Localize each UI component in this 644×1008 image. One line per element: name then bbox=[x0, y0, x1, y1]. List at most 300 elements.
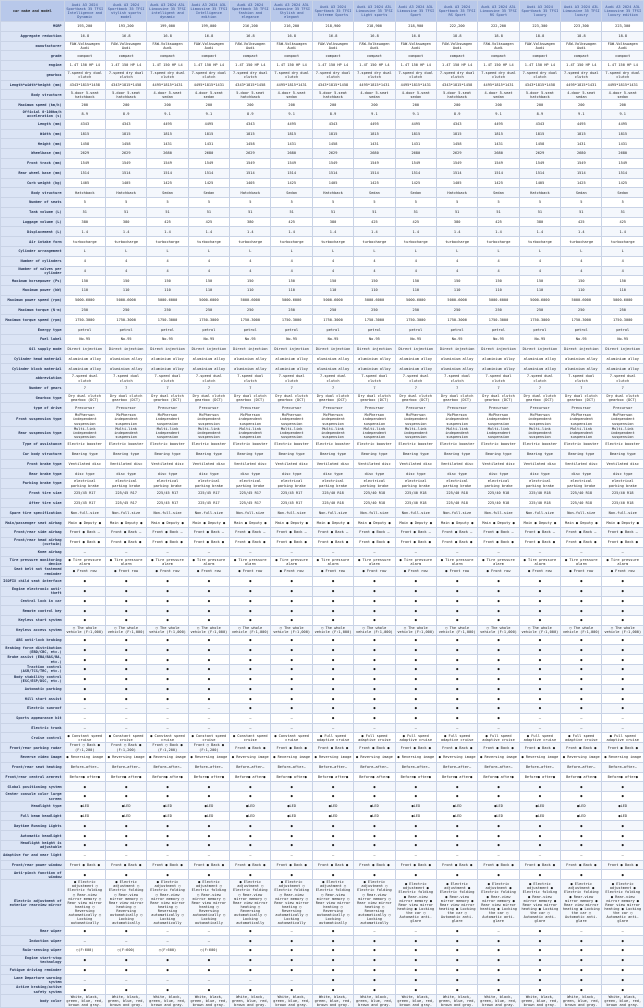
corner-label: car make and model bbox=[1, 1, 65, 22]
spec-value: ● bbox=[519, 586, 560, 596]
spec-value: 1425 bbox=[354, 178, 395, 188]
spec-value: — bbox=[271, 975, 312, 985]
spec-value: 5 bbox=[64, 198, 105, 208]
spec-value: petrol bbox=[602, 325, 644, 335]
spec-value: 1458 bbox=[105, 139, 146, 149]
spec-value: ● bbox=[312, 586, 353, 596]
spec-value: 51 bbox=[271, 207, 312, 217]
spec-value: 7-speed dual clutch bbox=[395, 374, 436, 384]
spec-value: ● bbox=[147, 645, 188, 655]
spec-value: aluminium alloy bbox=[561, 354, 602, 364]
spec-label: Tank volume (L) bbox=[1, 207, 65, 217]
spec-label: ISOFIX child seat interface bbox=[1, 576, 65, 586]
spec-value: Bearing type bbox=[230, 449, 271, 459]
spec-row bbox=[1, 831, 644, 841]
spec-value: ● bbox=[64, 684, 105, 694]
spec-value: — bbox=[602, 723, 644, 733]
spec-value: disc type bbox=[602, 469, 644, 479]
spec-label: Maximum torque speed (rpm) bbox=[1, 315, 65, 325]
spec-value: — bbox=[147, 723, 188, 733]
spec-value: — bbox=[478, 850, 519, 860]
model-header: Audi A3 2024 A3L Limousine 35 TFSI Sport bbox=[395, 1, 436, 22]
spec-value: ● bbox=[271, 936, 312, 946]
spec-value: ● Reversing image bbox=[436, 753, 477, 763]
spec-value: 4 bbox=[602, 256, 644, 266]
spec-value: Hatchback bbox=[105, 188, 146, 198]
spec-row bbox=[1, 41, 644, 51]
spec-value: ●LED bbox=[519, 801, 560, 811]
spec-value: ●LED bbox=[271, 811, 312, 821]
spec-value: — bbox=[188, 723, 229, 733]
spec-value: ● bbox=[230, 792, 271, 802]
spec-value: ● bbox=[436, 936, 477, 946]
spec-value: 200 bbox=[271, 100, 312, 110]
spec-value: Before● after● bbox=[147, 772, 188, 782]
spec-value: 1750-3000 bbox=[478, 315, 519, 325]
spec-value: — bbox=[64, 723, 105, 733]
spec-value: ● bbox=[230, 645, 271, 655]
spec-value: 1.4T 150 HP L4 bbox=[519, 61, 560, 71]
spec-label: Daytime Running Lights bbox=[1, 821, 65, 831]
spec-row bbox=[1, 488, 644, 498]
spec-value: 4 bbox=[312, 256, 353, 266]
spec-value: — bbox=[354, 547, 395, 557]
spec-value: ○(F:600) bbox=[64, 946, 105, 956]
spec-value: 225/45 R17 bbox=[64, 498, 105, 508]
spec-value: 1.4 bbox=[478, 227, 519, 237]
spec-value: 1750-3000 bbox=[395, 315, 436, 325]
spec-value: ● bbox=[312, 985, 353, 995]
spec-value: ● Front row bbox=[312, 567, 353, 577]
spec-value: Front ● Back ● bbox=[561, 860, 602, 870]
spec-row bbox=[1, 586, 644, 596]
spec-label: After tire size bbox=[1, 498, 65, 508]
spec-value: electrical parking brake bbox=[188, 479, 229, 489]
spec-value: ● bbox=[602, 946, 644, 956]
spec-value: 1431 bbox=[147, 139, 188, 149]
spec-label: Number of valves per cylinder bbox=[1, 266, 65, 276]
spec-value: 150 bbox=[602, 276, 644, 286]
spec-value: ● bbox=[395, 792, 436, 802]
spec-value: No.95 bbox=[147, 335, 188, 345]
spec-row bbox=[1, 694, 644, 704]
spec-value: Non-full-size bbox=[395, 508, 436, 518]
spec-value: ● bbox=[188, 635, 229, 645]
spec-row bbox=[1, 753, 644, 763]
spec-value: Front ● Back — bbox=[436, 528, 477, 538]
spec-value: No.95 bbox=[64, 335, 105, 345]
spec-value: 200 bbox=[105, 100, 146, 110]
spec-value: ● bbox=[312, 821, 353, 831]
spec-value: 250 bbox=[312, 305, 353, 315]
spec-value: turbocharge bbox=[602, 237, 644, 247]
spec-value: Sedan bbox=[354, 188, 395, 198]
spec-label: Body stability control (ESC/ESP/DSC, etc.) bbox=[1, 674, 65, 684]
spec-label: Front/rear parking radar bbox=[1, 743, 65, 753]
spec-value: 7 bbox=[105, 383, 146, 393]
spec-value: ● bbox=[271, 704, 312, 714]
spec-value: Main ● Deputy ● bbox=[354, 518, 395, 528]
spec-row bbox=[1, 782, 644, 792]
spec-value: 225/45 R17 bbox=[105, 498, 146, 508]
spec-value: White, black, green, blue, red, brown and gray. bbox=[271, 995, 312, 1008]
spec-value: 2680 bbox=[561, 149, 602, 159]
spec-value: Front ○ Back ● (F:1,200) bbox=[105, 743, 146, 753]
spec-value: 2629 bbox=[105, 149, 146, 159]
spec-value: 5 bbox=[147, 198, 188, 208]
spec-value: ● bbox=[602, 792, 644, 802]
spec-value: compact bbox=[561, 51, 602, 61]
spec-value: ● bbox=[271, 985, 312, 995]
spec-value: — bbox=[64, 704, 105, 714]
spec-value: 199,000 bbox=[188, 22, 229, 32]
spec-value: ●LED bbox=[354, 811, 395, 821]
spec-value: ● bbox=[105, 694, 146, 704]
spec-row bbox=[1, 413, 644, 426]
spec-value: 4495 bbox=[602, 119, 644, 129]
spec-value: — bbox=[436, 850, 477, 860]
spec-value: ● bbox=[354, 792, 395, 802]
spec-value: ○ The whole vehicle (F:1,000) bbox=[271, 625, 312, 635]
spec-value: Before—after— bbox=[147, 762, 188, 772]
spec-row bbox=[1, 655, 644, 665]
spec-value: 9.1 bbox=[561, 110, 602, 120]
spec-value: ● bbox=[354, 831, 395, 841]
spec-value: ● bbox=[188, 841, 229, 851]
spec-value: disc type bbox=[354, 469, 395, 479]
spec-value: 425 bbox=[478, 217, 519, 227]
spec-value: 200 bbox=[602, 100, 644, 110]
spec-value: ○ The whole vehicle (F:1,000) bbox=[602, 625, 644, 635]
spec-value: 1750-3000 bbox=[436, 315, 477, 325]
spec-value: ● bbox=[147, 576, 188, 586]
spec-value: ● bbox=[602, 821, 644, 831]
spec-value: Dry dual clutch gearbox (DCT) bbox=[354, 393, 395, 403]
spec-value: ● bbox=[519, 655, 560, 665]
spec-value: Before—after— bbox=[312, 762, 353, 772]
spec-value: 150 bbox=[395, 276, 436, 286]
spec-value: ● bbox=[561, 821, 602, 831]
spec-row bbox=[1, 100, 644, 110]
spec-row bbox=[1, 955, 644, 965]
spec-value: ● bbox=[436, 985, 477, 995]
spec-value: 1458 bbox=[436, 139, 477, 149]
spec-value: 1.4 bbox=[395, 227, 436, 237]
spec-value: ● bbox=[64, 606, 105, 616]
spec-row bbox=[1, 704, 644, 714]
spec-value: petrol bbox=[188, 325, 229, 335]
spec-value: Main ● Deputy ● bbox=[561, 518, 602, 528]
spec-value: 5000-6000 bbox=[354, 295, 395, 305]
spec-value: ● bbox=[230, 704, 271, 714]
spec-value: ●LED bbox=[105, 801, 146, 811]
spec-value: ● bbox=[602, 586, 644, 596]
spec-value: ● bbox=[230, 841, 271, 851]
spec-value: 225/40 R18 bbox=[354, 498, 395, 508]
spec-value: ● bbox=[436, 694, 477, 704]
spec-value: 7-speed dual clutch bbox=[354, 374, 395, 384]
spec-value: ● bbox=[602, 694, 644, 704]
spec-value: ●LED bbox=[519, 811, 560, 821]
spec-value: 1815 bbox=[64, 129, 105, 139]
spec-value: Front ● Back ● bbox=[436, 860, 477, 870]
spec-value: 1405 bbox=[519, 178, 560, 188]
spec-value: ● Front row bbox=[147, 567, 188, 577]
spec-row bbox=[1, 90, 644, 100]
spec-label: Electric trunk bbox=[1, 723, 65, 733]
spec-value: 1.4T 150 HP L4 bbox=[271, 61, 312, 71]
spec-value: electrical parking brake bbox=[64, 479, 105, 489]
spec-value: White, black, green, blue, red, brown and gray. bbox=[147, 995, 188, 1008]
spec-value: ● bbox=[602, 704, 644, 714]
spec-value: 18.8 bbox=[519, 31, 560, 41]
spec-value: Sedan bbox=[188, 188, 229, 198]
spec-value: ● bbox=[230, 596, 271, 606]
spec-value: 51 bbox=[602, 207, 644, 217]
spec-value: 2629 bbox=[519, 149, 560, 159]
spec-value: ● Front row bbox=[519, 567, 560, 577]
spec-value: 4 bbox=[519, 256, 560, 266]
spec-value: 5000-6000 bbox=[395, 295, 436, 305]
spec-row bbox=[1, 557, 644, 567]
spec-value: 223,300 bbox=[519, 22, 560, 32]
spec-value: 2680 bbox=[271, 149, 312, 159]
spec-value: ●LED bbox=[64, 811, 105, 821]
spec-value: ● Electric adjustment ● Electric folding ● Rear-view mirror memory ● Rear view mirror heating ● Locking the car ○ Automatic anti-glare bbox=[602, 880, 644, 926]
spec-value: ● bbox=[561, 955, 602, 965]
spec-value: 1.4T 150 HP L4 bbox=[561, 61, 602, 71]
spec-value: ● bbox=[436, 645, 477, 655]
spec-value: Front ● Back ● bbox=[64, 860, 105, 870]
spec-label: Sports appearance kit bbox=[1, 713, 65, 723]
spec-value: FAW-Volkswagen Audi bbox=[105, 41, 146, 51]
spec-value: Before● after● bbox=[230, 772, 271, 782]
spec-value: aluminium alloy bbox=[188, 364, 229, 374]
spec-value: ● bbox=[230, 635, 271, 645]
spec-value: ● bbox=[271, 782, 312, 792]
spec-value: 1549 bbox=[395, 158, 436, 168]
spec-value: 7-speed dry dual clutch bbox=[436, 70, 477, 80]
spec-value: Front ● Back ● bbox=[271, 860, 312, 870]
spec-row bbox=[1, 295, 644, 305]
spec-value: Before—after— bbox=[271, 762, 312, 772]
spec-value: Ventilated disc bbox=[561, 459, 602, 469]
spec-value: 7-speed dual clutch bbox=[230, 374, 271, 384]
spec-row bbox=[1, 567, 644, 577]
spec-value: 200 bbox=[312, 100, 353, 110]
spec-value: Ventilated disc bbox=[105, 459, 146, 469]
spec-value: 250 bbox=[436, 305, 477, 315]
spec-value: 1815 bbox=[271, 129, 312, 139]
spec-label: type of drive bbox=[1, 403, 65, 413]
model-header: Audi A3 2024 Sportback 35 TFSI stylish sports model bbox=[105, 1, 146, 22]
spec-value: McPherson independent suspension bbox=[312, 413, 353, 426]
spec-value: 4 bbox=[561, 266, 602, 276]
spec-value: 110 bbox=[105, 286, 146, 296]
spec-value: ● bbox=[354, 616, 395, 626]
spec-value: Front ● Back ● bbox=[519, 743, 560, 753]
spec-value: 1.4T 150 HP L4 bbox=[147, 61, 188, 71]
spec-value: Front ● Back — bbox=[602, 528, 644, 538]
spec-value: Before● after● bbox=[395, 772, 436, 782]
spec-value: 51 bbox=[478, 207, 519, 217]
spec-value: ● Reversing image bbox=[105, 753, 146, 763]
spec-value: 150 bbox=[354, 276, 395, 286]
spec-value: 7-speed dry dual clutch bbox=[478, 70, 519, 80]
spec-value: 1.4 bbox=[64, 227, 105, 237]
spec-value: 110 bbox=[271, 286, 312, 296]
spec-value: 7-speed dual clutch bbox=[271, 374, 312, 384]
spec-value: electrical parking brake bbox=[312, 479, 353, 489]
spec-value: 225/45 R17 bbox=[271, 498, 312, 508]
spec-value: Precursor bbox=[395, 403, 436, 413]
spec-value: Front ● Back — bbox=[147, 528, 188, 538]
spec-value: ● Front row bbox=[395, 567, 436, 577]
spec-value: ● bbox=[271, 576, 312, 586]
spec-value: ● bbox=[354, 596, 395, 606]
spec-value: 218,900 bbox=[312, 22, 353, 32]
spec-value: ● bbox=[188, 684, 229, 694]
spec-value: ● bbox=[188, 674, 229, 684]
spec-value: 1549 bbox=[561, 158, 602, 168]
spec-value: 250 bbox=[105, 305, 146, 315]
spec-value: ● bbox=[561, 985, 602, 995]
spec-value: FAW-Volkswagen Audi bbox=[230, 41, 271, 51]
spec-value: 4 bbox=[147, 266, 188, 276]
spec-value: Multi-link independent suspension bbox=[354, 426, 395, 439]
spec-value: White, black, green, blue, red, brown and gray. bbox=[354, 995, 395, 1008]
spec-label: Air intake form bbox=[1, 237, 65, 247]
spec-value: ● bbox=[519, 926, 560, 936]
spec-value: ● bbox=[602, 955, 644, 965]
spec-value: 1750-3000 bbox=[271, 315, 312, 325]
spec-value: ● bbox=[147, 792, 188, 802]
spec-value: 51 bbox=[147, 207, 188, 217]
spec-value: ● bbox=[354, 965, 395, 975]
spec-value: 150 bbox=[561, 276, 602, 286]
spec-label: Front brake type bbox=[1, 459, 65, 469]
spec-value: disc type bbox=[105, 469, 146, 479]
spec-value: electrical parking brake bbox=[147, 479, 188, 489]
spec-value: turbocharge bbox=[271, 237, 312, 247]
spec-value: ● bbox=[64, 694, 105, 704]
spec-value: ● bbox=[561, 664, 602, 674]
spec-value: 7 bbox=[395, 383, 436, 393]
spec-value: Direct injection bbox=[271, 344, 312, 354]
spec-value: compact bbox=[602, 51, 644, 61]
spec-value: 5 bbox=[561, 198, 602, 208]
spec-row bbox=[1, 315, 644, 325]
spec-value: ● bbox=[519, 936, 560, 946]
spec-label: Displacement (L) bbox=[1, 227, 65, 237]
spec-value: 7-speed dry dual clutch bbox=[147, 70, 188, 80]
spec-value: 380 bbox=[105, 217, 146, 227]
spec-value: 4495*1815*1431 bbox=[354, 80, 395, 90]
spec-label: Rear brake type bbox=[1, 469, 65, 479]
spec-value: 1.4T 150 HP L4 bbox=[230, 61, 271, 71]
spec-row bbox=[1, 841, 644, 851]
spec-value: electrical parking brake bbox=[602, 479, 644, 489]
spec-value: 51 bbox=[561, 207, 602, 217]
spec-value: ● bbox=[519, 975, 560, 985]
spec-value: aluminium alloy bbox=[436, 364, 477, 374]
spec-value: 2680 bbox=[602, 149, 644, 159]
spec-value: — bbox=[105, 547, 146, 557]
spec-value: Before● after● bbox=[436, 772, 477, 782]
spec-value: Bearing type bbox=[105, 449, 146, 459]
spec-value: ● bbox=[519, 782, 560, 792]
spec-value: Electric booster bbox=[147, 440, 188, 450]
spec-value: 1514 bbox=[436, 168, 477, 178]
spec-value: 4495 bbox=[395, 119, 436, 129]
spec-value: aluminium alloy bbox=[395, 364, 436, 374]
spec-value: FAW-Volkswagen Audi bbox=[354, 41, 395, 51]
spec-value: ●LED bbox=[188, 801, 229, 811]
spec-value: 150 bbox=[105, 276, 146, 286]
spec-value: Before● after● bbox=[354, 772, 395, 782]
spec-value: petrol bbox=[561, 325, 602, 335]
spec-value: Direct injection bbox=[230, 344, 271, 354]
spec-value: Direct injection bbox=[519, 344, 560, 354]
spec-row bbox=[1, 276, 644, 286]
spec-value: ● bbox=[312, 704, 353, 714]
spec-value: ● bbox=[188, 792, 229, 802]
spec-value: ○ The whole vehicle (F:1,000) bbox=[561, 625, 602, 635]
spec-value: 7-speed dry dual clutch bbox=[105, 70, 146, 80]
spec-value: ● bbox=[230, 684, 271, 694]
spec-value: 250 bbox=[354, 305, 395, 315]
spec-value: ● bbox=[395, 655, 436, 665]
spec-value: 1750-3000 bbox=[602, 315, 644, 325]
spec-value: petrol bbox=[230, 325, 271, 335]
spec-value: — bbox=[312, 547, 353, 557]
spec-row bbox=[1, 237, 644, 247]
spec-value: McPherson independent suspension bbox=[147, 413, 188, 426]
spec-value: ● bbox=[354, 870, 395, 880]
spec-value: 4 bbox=[271, 266, 312, 276]
spec-value: ● bbox=[147, 831, 188, 841]
spec-value: L bbox=[478, 246, 519, 256]
spec-value: ● bbox=[561, 596, 602, 606]
spec-value: 5000-6000 bbox=[188, 295, 229, 305]
spec-value: ● bbox=[478, 870, 519, 880]
spec-value: — bbox=[312, 850, 353, 860]
spec-value: ● bbox=[312, 782, 353, 792]
spec-value: 200 bbox=[230, 100, 271, 110]
spec-label: Front/rear central armrest bbox=[1, 772, 65, 782]
spec-value: ● bbox=[230, 606, 271, 616]
spec-value: 1431 bbox=[602, 139, 644, 149]
spec-row bbox=[1, 936, 644, 946]
spec-value: ●LED bbox=[395, 811, 436, 821]
spec-value: Non-full-size bbox=[602, 508, 644, 518]
spec-value: 7 bbox=[64, 383, 105, 393]
spec-row bbox=[1, 801, 644, 811]
spec-value: ● Electric adjustment ● Electric folding ● Rear-view mirror memory ● Rear view mirror heating ● Locking the car ○ Automatic anti-glare bbox=[395, 880, 436, 926]
spec-value: 7-speed dry dual clutch bbox=[230, 70, 271, 80]
spec-value: 225/40 R18 bbox=[561, 488, 602, 498]
spec-value: Bearing type bbox=[354, 449, 395, 459]
spec-value: 16.8 bbox=[271, 31, 312, 41]
spec-value: Precursor bbox=[147, 403, 188, 413]
spec-value: 1.4T 150 HP L4 bbox=[312, 61, 353, 71]
spec-value: ● bbox=[354, 576, 395, 586]
spec-value: ● bbox=[561, 586, 602, 596]
spec-value: ● bbox=[395, 645, 436, 655]
spec-value: 1.4T 150 HP L4 bbox=[105, 61, 146, 71]
spec-label: Keyless start system bbox=[1, 616, 65, 626]
spec-value: McPherson independent suspension bbox=[105, 413, 146, 426]
